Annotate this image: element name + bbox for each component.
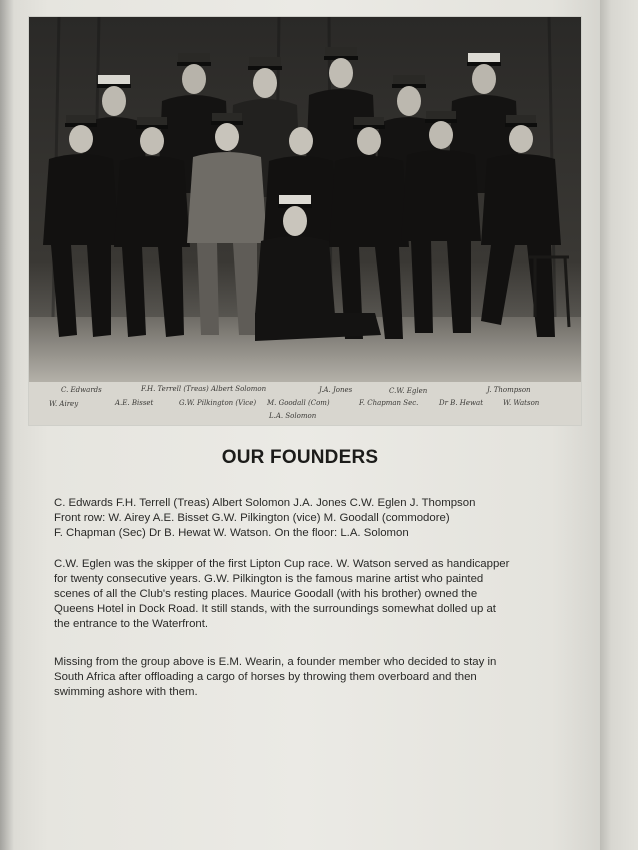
signature: L.A. Solomon — [269, 412, 317, 420]
text-line: F. Chapman (Sec) Dr B. Hewat W. Watson. On the floor: L.A. Solomon — [54, 527, 409, 539]
signature: C. Edwards — [61, 386, 102, 394]
text-line: Front row: W. Airey A.E. Bisset G.W. Pilkington (vice) M. Goodall (commodore) — [54, 512, 450, 524]
founders-names-paragraph — [54, 496, 554, 541]
text-line: C.W. Eglen was the skipper of the first Lipton Cup race. W. Watson served as handicapper — [54, 558, 510, 570]
signature: Dr B. Hewat — [439, 399, 484, 407]
page-title: OUR FOUNDERS — [221, 447, 379, 468]
text-line: C. Edwards F.H. Terrell (Treas) Albert Solomon J.A. Jones C.W. Eglen J. Thompson — [54, 497, 476, 509]
text-line: swimming ashore with them. — [54, 686, 198, 698]
missing-member-paragraph — [54, 655, 554, 700]
text-line: Missing from the group above is E.M. Wearin, a founder member who decided to stay in — [54, 656, 497, 668]
signature-strip — [29, 382, 581, 425]
text-line: for twenty consecutive years. G.W. Pilkington is the famous marine artist who painted — [54, 573, 484, 585]
text-line: Queens Hotel in Dock Road. It still stands, with the surroundings somewhat dolled up at — [54, 603, 496, 615]
photo-illustration — [29, 17, 581, 425]
text-line: scenes of all the Club's resting places. Maurice Goodall (with his brother) owned the — [54, 588, 478, 600]
signature: A.E. Bisset — [115, 399, 154, 407]
signature: F. Chapman Sec. — [359, 399, 419, 407]
signature: W. Watson — [503, 399, 540, 407]
signature: M. Goodall (Com) — [267, 399, 330, 407]
text-line: the entrance to the Waterfront. — [54, 618, 209, 630]
signature: W. Airey — [49, 400, 79, 408]
signature: Albert Solomon — [211, 385, 267, 393]
spine-shadow — [0, 0, 14, 850]
adjacent-page-edge — [600, 0, 638, 850]
signature: J. Thompson — [487, 386, 531, 394]
signature: G.W. Pilkington (Vice) — [179, 399, 257, 407]
signature: F.H. Terrell (Treas) — [141, 385, 209, 393]
signature: J.A. Jones — [319, 386, 353, 394]
signature: C.W. Eglen — [389, 387, 428, 395]
text-line: South Africa after offloading a cargo of horses by throwing them overboard and then — [54, 671, 477, 683]
founders-group-photo — [28, 16, 582, 426]
history-paragraph — [54, 557, 554, 632]
